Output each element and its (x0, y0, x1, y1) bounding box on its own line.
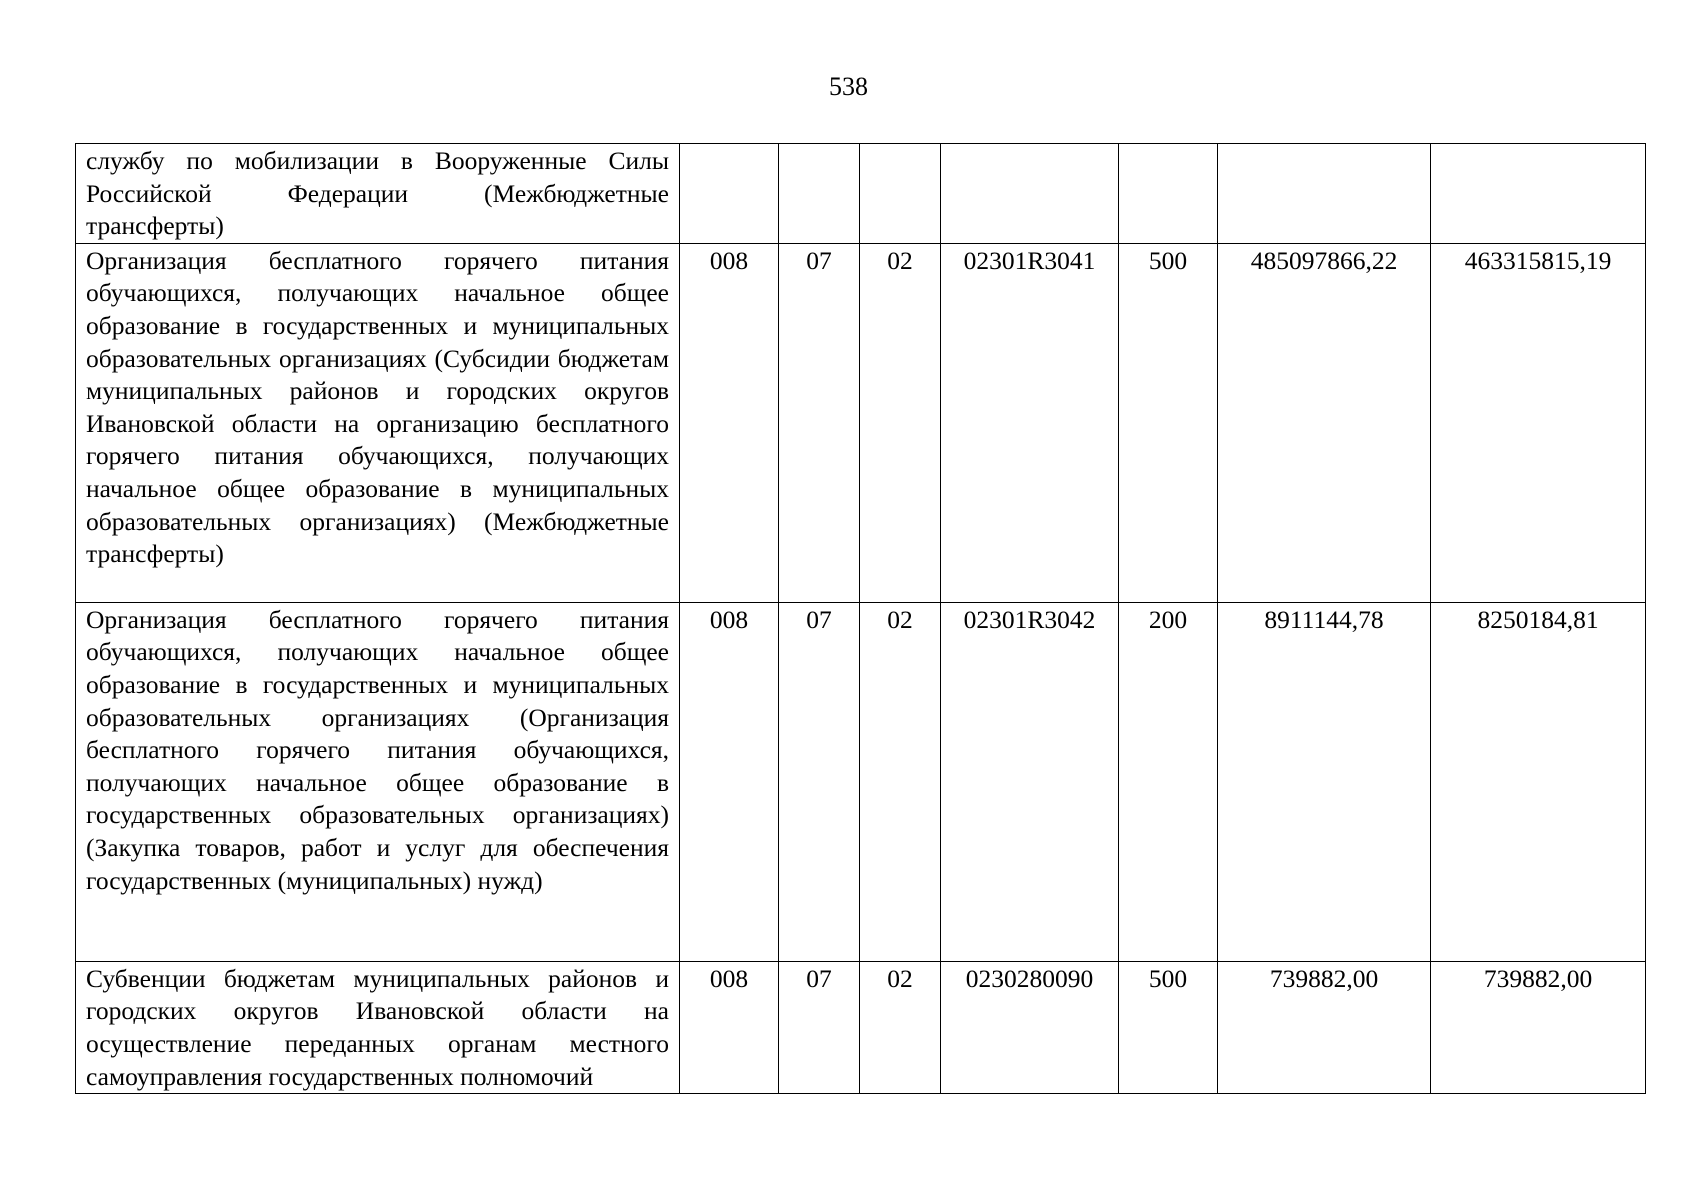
amount-second (1431, 144, 1646, 244)
page-number: 538 (829, 72, 868, 101)
subsection-code: 02 (860, 961, 941, 1093)
ministry-code: 008 (680, 961, 779, 1093)
expense-type-code: 500 (1119, 243, 1218, 602)
amount-first: 485097866,22 (1218, 243, 1431, 602)
amount-second: 8250184,81 (1431, 602, 1646, 961)
expense-type-code: 200 (1119, 602, 1218, 961)
row-description: Организация бесплатного горячего питания обучающихся, получающих начальное общее образование в государственных и муниципальных образовательных организациях (Организация бесплатного горячего питания обучающихся, получающих начальное общее образование в государственных образовательных организациях) (Закупка товаров, работ и услуг для обеспечения государственных (муниципальных) нужд) (76, 602, 680, 961)
table-row (76, 961, 1646, 1093)
amount-first: 8911144,78 (1218, 602, 1431, 961)
subsection-code: 02 (860, 602, 941, 961)
amount-second: 739882,00 (1431, 961, 1646, 1093)
expense-type-code (1119, 144, 1218, 244)
subsection-code: 02 (860, 243, 941, 602)
expense-type-code: 500 (1119, 961, 1218, 1093)
ministry-code (680, 144, 779, 244)
row-description: Организация бесплатного горячего питания обучающихся, получающих начальное общее образование в государственных и муниципальных образовательных организациях (Субсидии бюджетам муниципальных районов и городских округов Ивановской области на организацию бесплатного горячего питания обучающихся, получающих начальное общее образование в муниципальных образовательных организациях) (Межбюджетные трансферты) (76, 243, 680, 602)
ministry-code: 008 (680, 243, 779, 602)
table-row (76, 144, 1646, 244)
section-code: 07 (779, 243, 860, 602)
target-article-code: 0230280090 (941, 961, 1119, 1093)
section-code (779, 144, 860, 244)
table-row (76, 243, 1646, 602)
budget-table (75, 143, 1646, 1094)
row-description: службу по мобилизации в Вооруженные Силы Российской Федерации (Межбюджетные трансферты) (76, 144, 680, 244)
ministry-code: 008 (680, 602, 779, 961)
amount-first: 739882,00 (1218, 961, 1431, 1093)
target-article-code (941, 144, 1119, 244)
target-article-code: 02301R3041 (941, 243, 1119, 602)
amount-first (1218, 144, 1431, 244)
section-code: 07 (779, 602, 860, 961)
section-code: 07 (779, 961, 860, 1093)
row-description: Субвенции бюджетам муниципальных районов и городских округов Ивановской области на осуществление переданных органам местного самоуправления государственных полномочий (76, 961, 680, 1093)
amount-second: 463315815,19 (1431, 243, 1646, 602)
subsection-code (860, 144, 941, 244)
target-article-code: 02301R3042 (941, 602, 1119, 961)
table-row (76, 602, 1646, 961)
